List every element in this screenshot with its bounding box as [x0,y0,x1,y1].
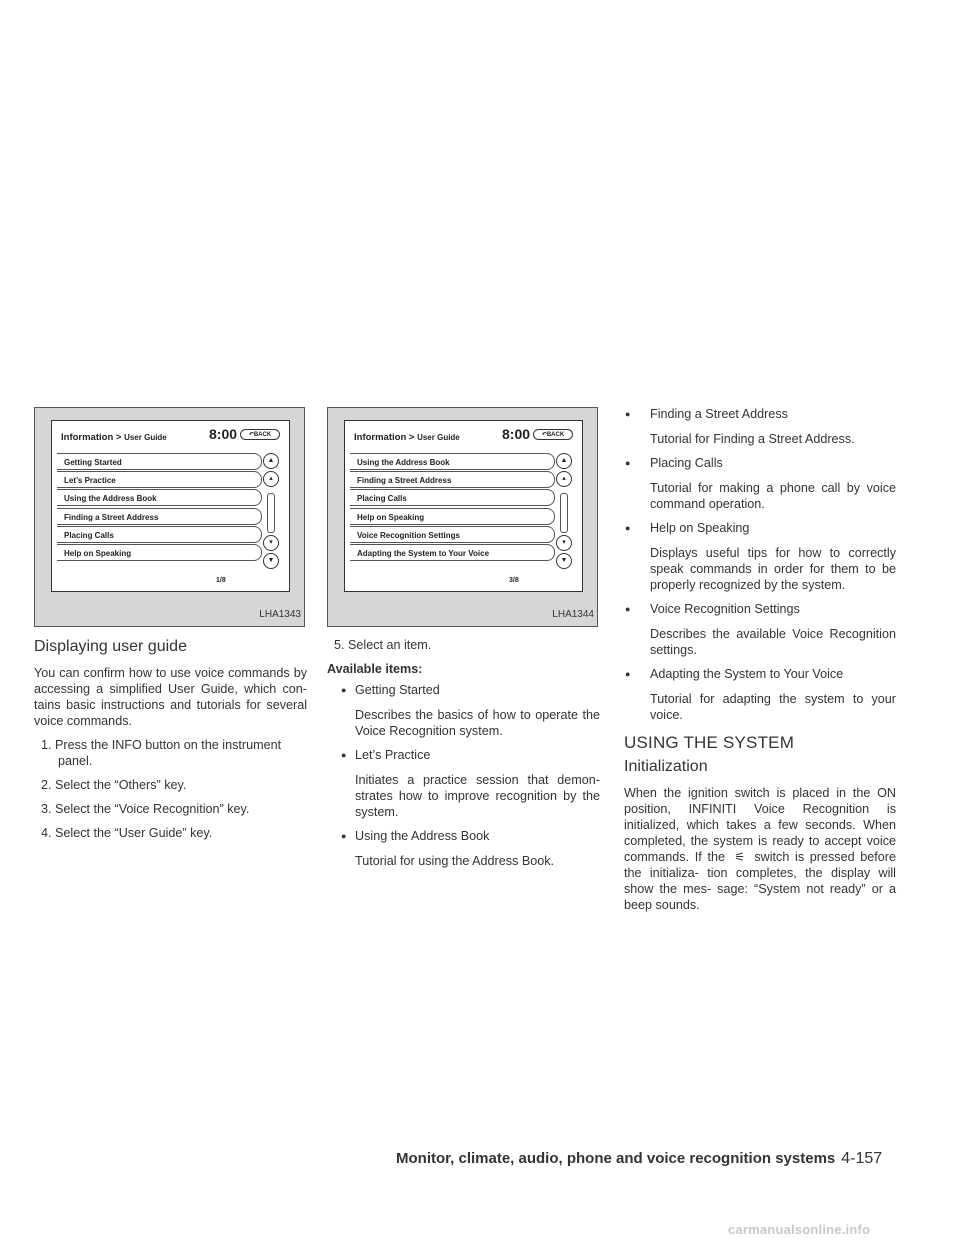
item-name: ● Voice Recognition Settings [624,601,896,617]
item-name: ● Adapting the System to Your Voice [624,666,896,682]
item-name: ● Using the Address Book [327,828,600,844]
footer-title: Monitor, climate, audio, phone and voice recognition systems [396,1150,836,1167]
section-heading: Displaying user guide [34,638,187,655]
page-number: 4-157 [841,1150,883,1167]
item-name: ● Placing Calls [624,455,896,471]
item-name: ● Let’s Practice [327,747,600,763]
menu-item[interactable]: Using the Address Book [350,453,555,470]
section-heading: Initialization [624,758,708,775]
step-item: 1. Press the INFO button on the instrument panel. [41,738,282,768]
screen-menu-list [350,453,555,562]
menu-item[interactable]: Placing Calls [57,526,262,543]
screen-display [51,420,290,592]
item-name: ● Getting Started [327,682,600,698]
item-description: Tutorial for adapting the system to your voice. [650,692,896,722]
talk-switch-icon: ⚟ [734,850,746,864]
available-item [624,520,896,593]
menu-item[interactable]: Placing Calls [350,489,555,506]
initialization-paragraph: When the ignition switch is placed in the ON position, INFINITI Voice Recognition is initialized, which takes a few seconds. When completed, the system is ready to accept voice commands. If the ⚟ switch is pressed before the initializa- tion completes, the display will show the mes- sage: “System not ready” or a beep sounds. [624,786,896,912]
scrollbar[interactable] [261,453,281,569]
available-items-label: Available items: [327,662,423,676]
step-list [327,637,600,653]
screen-menu-list [57,453,262,562]
menu-item[interactable]: Getting Started [57,453,262,470]
available-item [327,747,600,820]
back-button[interactable]: ↶BACK [533,429,573,440]
intro-paragraph: You can confirm how to use voice commands by accessing a simplified User Guide, which con- tains basic instructions and tutorials for several voice commands. [34,666,307,728]
item-description: Displays useful tips for how to correctly speak commands in order for them to be properly recognized by the system. [650,546,896,592]
double-up-arrow-icon[interactable]: ▲ [263,453,279,469]
back-arrow-icon: ↶ [248,432,254,438]
column-right [624,406,896,921]
page-footer [396,1150,882,1168]
figure-user-guide-page1 [34,407,305,627]
double-up-arrow-icon[interactable]: ▲ [556,453,572,469]
available-item [624,455,896,512]
up-arrow-icon[interactable]: ▴ [263,471,279,487]
down-arrow-icon[interactable]: ▾ [556,535,572,551]
item-description: Initiates a practice session that demon- strates how to improve recognition by the system. [355,773,600,819]
item-description: Tutorial for making a phone call by voice command operation. [650,481,896,511]
screen-clock: 8:00 [502,426,531,442]
figure-label: LHA1344 [552,609,594,620]
menu-item[interactable]: Using the Address Book [57,489,262,506]
available-item [624,601,896,658]
step-item: 5. Select an item. [334,638,432,652]
up-arrow-icon[interactable]: ▴ [556,471,572,487]
page-indicator: 1/8 [216,577,226,584]
back-arrow-icon: ↶ [541,432,547,438]
scroll-track[interactable] [267,493,275,533]
item-description: Tutorial for using the Address Book. [355,854,555,868]
watermark: carmanualsonline.info [728,1222,871,1237]
item-description: Describes the available Voice Recognition settings. [650,627,896,657]
scrollbar[interactable] [554,453,574,569]
step-item: 3. Select the “Voice Recognition” key. [41,802,250,816]
figure-user-guide-page3 [327,407,598,627]
figure-label: LHA1343 [259,609,301,620]
down-arrow-icon[interactable]: ▾ [263,535,279,551]
page-indicator: 3/8 [509,577,519,584]
available-item [624,406,896,447]
back-button[interactable]: ↶BACK [240,429,280,440]
double-down-arrow-icon[interactable]: ▼ [263,553,279,569]
menu-item[interactable]: Help on Speaking [57,544,262,561]
available-item [624,666,896,723]
menu-item[interactable]: Finding a Street Address [57,508,262,525]
screen-title: Information > User Guide [61,432,167,443]
item-description: Tutorial for Finding a Street Address. [650,432,855,446]
available-item [327,682,600,739]
menu-item[interactable]: Help on Speaking [350,508,555,525]
step-item: 2. Select the “Others” key. [41,778,187,792]
menu-item[interactable]: Let’s Practice [57,471,262,488]
menu-item[interactable]: Finding a Street Address [350,471,555,488]
menu-item[interactable]: Voice Recognition Settings [350,526,555,543]
screen-display [344,420,583,592]
column-middle [327,407,600,877]
double-down-arrow-icon[interactable]: ▼ [556,553,572,569]
screen-title: Information > User Guide [354,432,460,443]
scroll-track[interactable] [560,493,568,533]
step-item: 4. Select the “User Guide” key. [41,826,213,840]
item-description: Describes the basics of how to operate the Voice Recognition system. [355,708,600,738]
column-left [34,407,307,849]
screen-clock: 8:00 [209,426,238,442]
step-list [34,737,307,841]
item-name: ● Finding a Street Address [624,406,896,422]
chapter-heading: USING THE SYSTEM [624,733,795,752]
available-item [327,828,600,869]
menu-item[interactable]: Adapting the System to Your Voice [350,544,555,561]
item-name: ● Help on Speaking [624,520,896,536]
